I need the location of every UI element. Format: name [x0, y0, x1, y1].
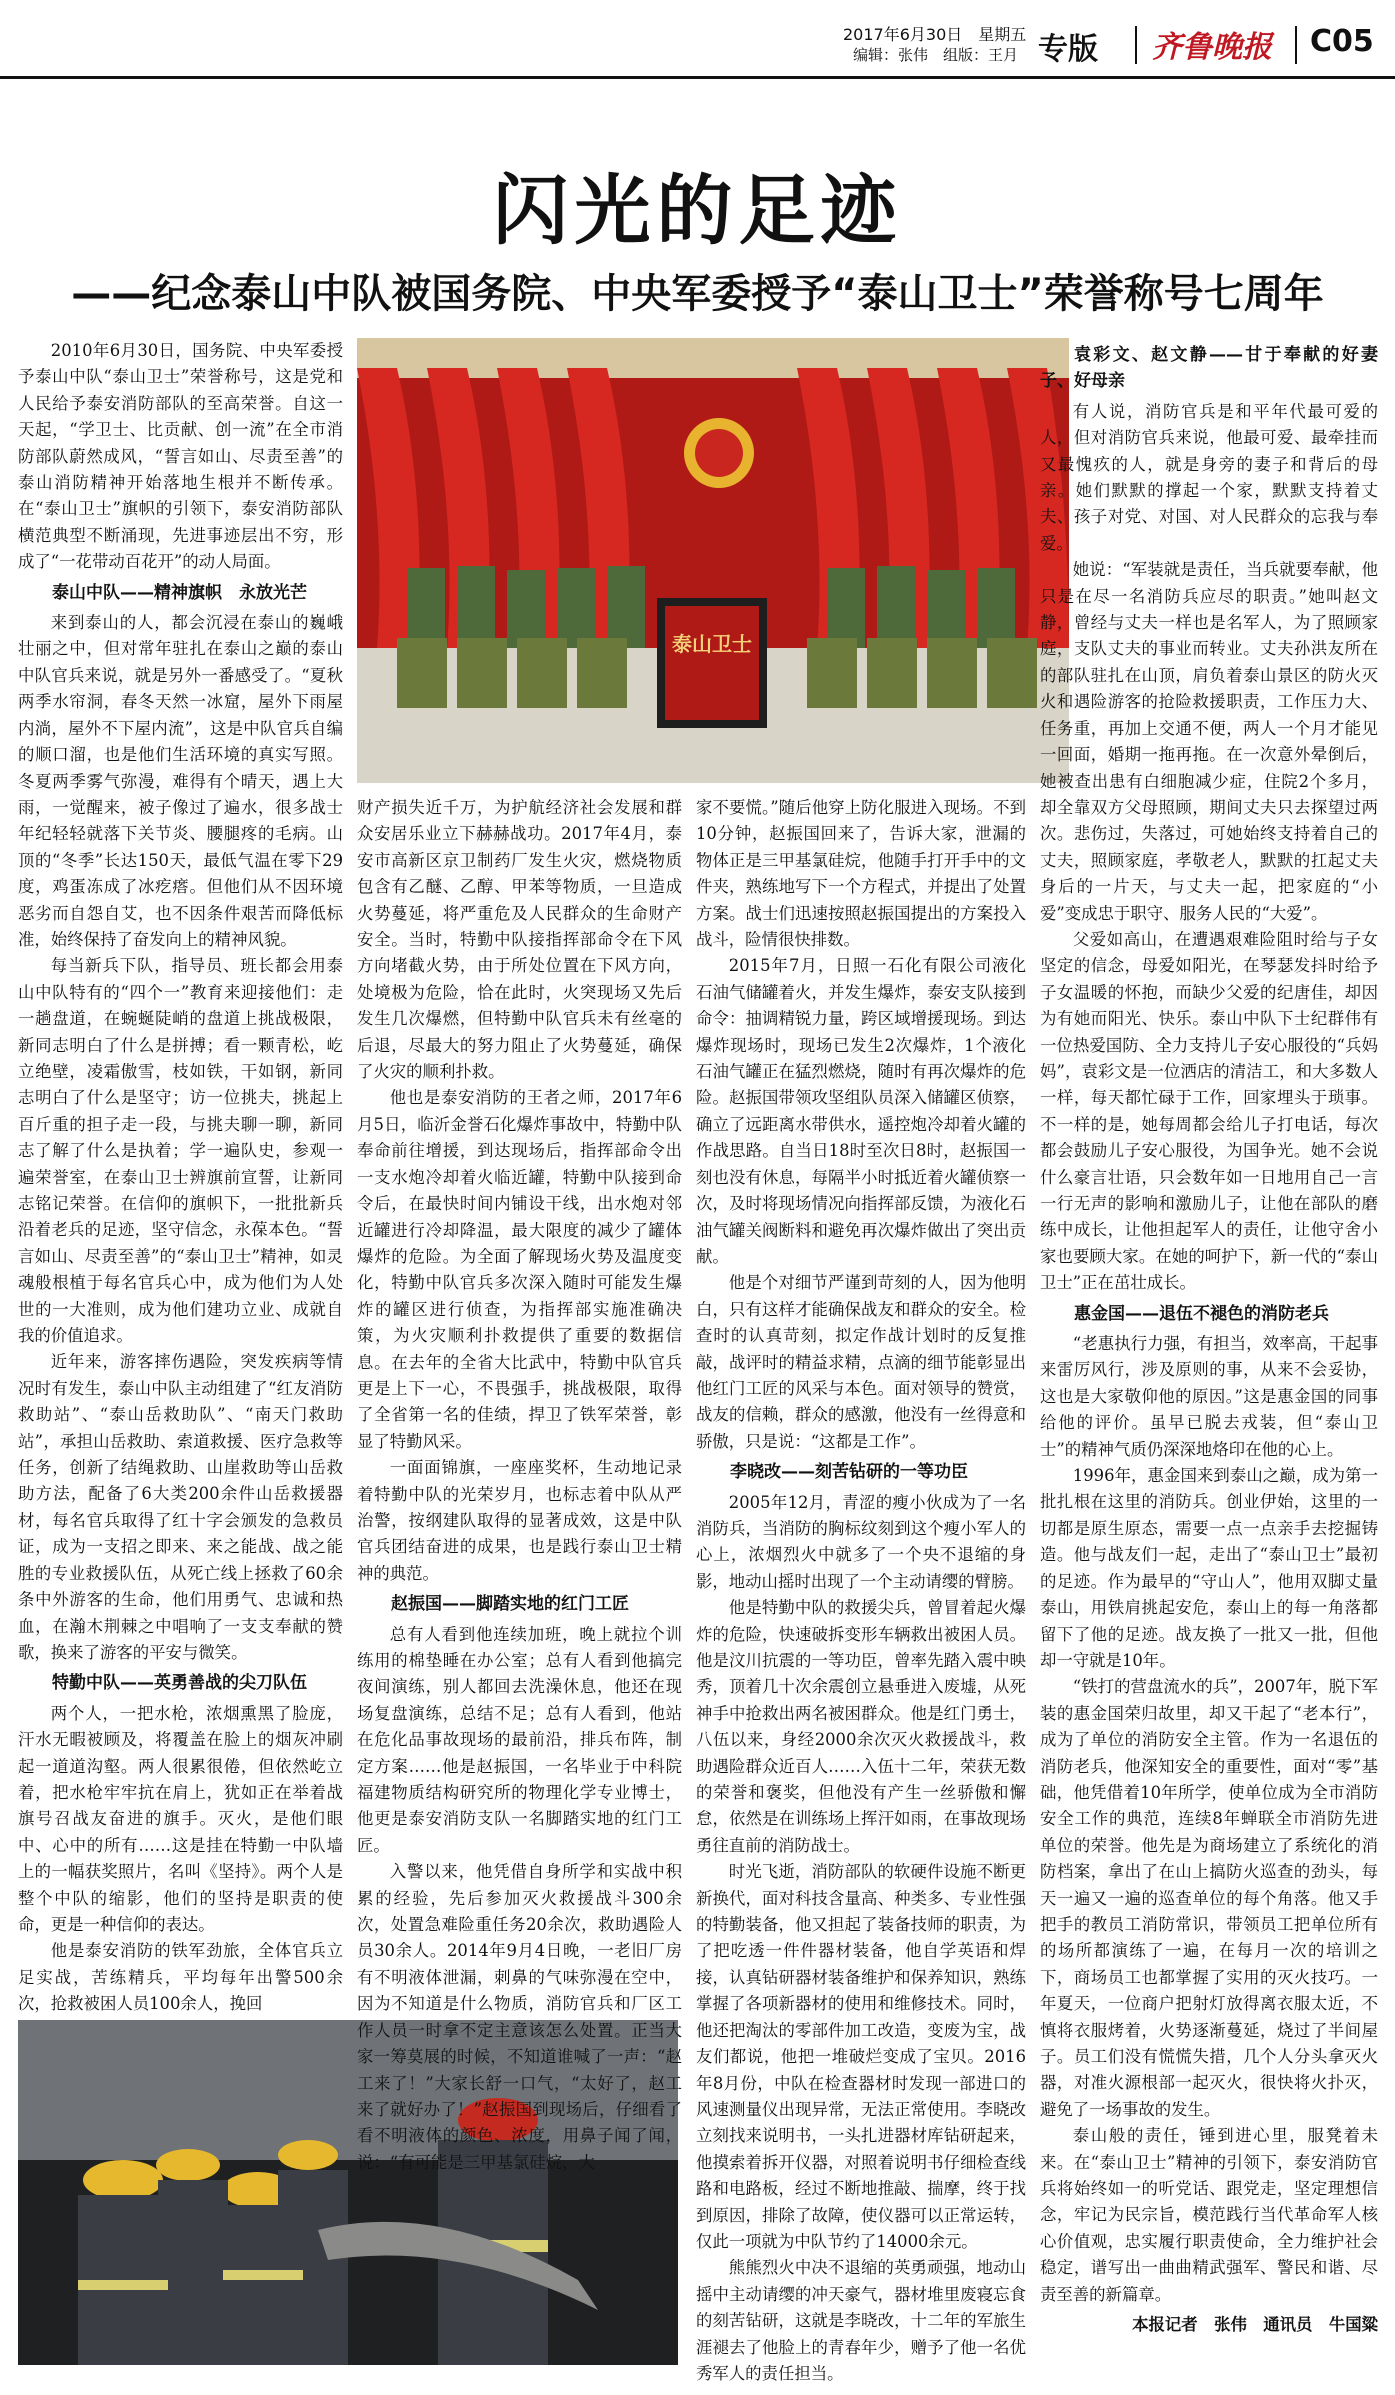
ceremony-photo — [357, 338, 1069, 783]
newspaper-logo: 齐鲁晚报 — [1152, 30, 1272, 65]
paragraph: 1996年，惠金国来到泰山之巅，成为第一批扎根在这里的消防兵。创业伊始，这里的一切都是原生原态，需要一点一点亲手去挖掘铸造。他与战友们一起，走出了“泰山卫士”最初的足迹。作为最早的“守山人”，他用双脚丈量泰山，用铁肩挑起安危，泰山上的每一角落都留下了他的足迹。战友换了一批又一批，但他却一守就是10年。 — [1040, 1466, 1378, 1670]
column-3 — [696, 795, 1026, 2387]
section-heading: 赵振国——脚踏实地的红门工匠 — [391, 1594, 629, 1615]
banner-text: 泰山卫士 — [672, 632, 752, 656]
paragraph: 财产损失近千万，为护航经济社会发展和群众安居乐业立下赫赫战功。2017年4月，泰安市高新区京卫制药厂发生火灾，燃烧物质包含有乙醚、乙醇、甲苯等物质，一旦造成火势蔓延，将严重危及人民群众的生命财产安全。当时，特勤中队接指挥部命令在下风方向堵截火势，由于所处位置在下风方向，处境极为危险，恰在此时，火突现场又先后发生几次爆燃，但特勤中队官兵未有丝毫的后退，尽最大的努力阻止了火势蔓延，确保了火灾的顺利扑救。 — [357, 798, 682, 1082]
header-divider — [1295, 26, 1297, 64]
issue-date: 2017年6月30日 星期五 — [843, 25, 1027, 44]
paragraph: 2015年7月，日照一石化有限公司液化石油气储罐着火，并发生爆炸，泰安支队接到命令：抽调精锐力量，跨区域增援现场。到达爆炸现场时，现场已发生2次爆炸，1个液化石油气罐正在猛烈燃烧，随时有再次爆炸的危险。赵振国带领攻坚组队员深入储罐区侦察，确立了远距离水带供水，遥控炮冷却着火罐的作战思路。自当日18时至次日8时，赵振国一刻也没有休息，每隔半小时抵近着火罐侦察一次，及时将现场情况向指挥部反馈，为液化石油气罐关阀断料和避免再次爆炸做出了突出贡献。 — [696, 956, 1026, 1266]
paragraph: 他也是泰安消防的王者之师，2017年6月5日，临沂金誉石化爆炸事故中，特勤中队奉命前往增援，到达现场后，指挥部命令出一支水炮冷却着火临近罐，特勤中队接到命令后，在最快时间内铺设干线，出水炮对邻近罐进行冷却降温，最大限度的减少了罐体爆炸的危险。为全面了解现场火势及温度变化，特勤中队官兵多次深入随时可能发生爆炸的罐区进行侦查，为指挥部实施准确决策，为火灾顺利扑救提供了重要的数据信息。在去年的全省大比武中，特勤中队官兵更是上下一心，不畏强手，挑战极限，取得了全省第一名的佳绩，捍卫了铁军荣誉，彰显了特勤风采。 — [357, 1088, 682, 1451]
editor-credit: 编辑：张伟 组版：王月 — [853, 46, 1019, 64]
section-heading: 特勤中队——英勇善战的尖刀队伍 — [52, 1673, 307, 1694]
column-4 — [1040, 338, 1378, 2338]
header-rule — [0, 76, 1395, 79]
paragraph: 她说：“军装就是责任，当兵就要奉献，他只是在尽一名消防兵应尽的职责。”她叫赵文静，曾经与丈夫一样也是名军人，为了照顾家庭，支队丈夫的事业而转业。丈夫孙洪友所在的部队驻扎在山顶，肩负着泰山景区的防火灭火和遇险游客的抢险救援职责，工作压力大、任务重，再加上交通不便，两人一个月才能见一回面，婚期一拖再拖。在一次意外晕倒后，她被查出患有白细胞减少症，住院2个多月，却全靠双方父母照顾，期间丈夫只去探望过两次。悲伤过，失落过，可她始终支持着自己的丈夫，照顾家庭，孝敬老人，默默的扛起丈夫身后的一片天，与丈夫一起，把家庭的“小爱”变成忠于职守、服务人民的“大爱”。 — [1040, 560, 1378, 923]
page-number: C05 — [1310, 24, 1374, 59]
section-heading: 泰山中队——精神旗帜 永放光芒 — [52, 582, 307, 603]
paragraph: 泰山般的责任，锤到进心里，服凳着未来。在“泰山卫士”精神的引领下，泰安消防官兵将始终如一的听党话、跟党走，坚定理想信念，牢记为民宗旨，模范践行当代革命军人核心价值观，忠实履行职责使命，全力维护社会稳定，谱写出一曲曲精武强军、警民和谐、尽责至善的新篇章。 — [1040, 2126, 1378, 2304]
paragraph: 近年来，游客摔伤遇险，突发疾病等情况时有发生，泰山中队主动组建了“红友消防救助站”、“泰山岳救助队”、“南天门救助站”，承担山岳救助、索道救援、医疗急救等任务，创新了结绳救助、山崖救助等山岳救助方法，配备了6大类200余件山岳救援器材，每名官兵取得了红十字会颁发的急救员证，成为一支招之即来、来之能战、战之能胜的专业救援队伍，从死亡线上拯救了60余条中外游客的生命，他们用勇气、忠诚和热血，在瀚木荆棘之中唱响了一支支奉献的赞歌，换来了游客的平安与微笑。 — [18, 1352, 343, 1662]
paragraph: “铁打的营盘流水的兵”，2007年，脱下军装的惠金国荣归故里，却又干起了“老本行”，成为了单位的消防安全主管。作为一名退伍的消防老兵，他深知安全的重要性，面对“零”基础，他凭借着10年所学，使单位成为全市消防安全工作的典范，连续8年蝉联全市消防先进单位的荣誉。他先是为商场建立了系统化的消防档案，拿出了在山上搞防火巡查的劲头，每天一遍又一遍的巡查单位的每个角落。他又手把手的教员工消防常识，带领员工把单位所有的场所都演练了一遍，在每月一次的培训之下，商场员工也都掌握了实用的灭火技巧。一年夏天，一位商户把射灯放得离衣服太近，不慎将衣服烤着，火势逐渐蔓延，烧过了半间屋子。员工们没有慌慌失措，几个人分头拿灭火器，对准火源根部一起灭火，很快将火扑灭，避免了一场事故的发生。 — [1040, 1677, 1378, 2119]
paragraph: 他是特勤中队的救援尖兵，曾冒着起火爆炸的危险，快速破拆变形车辆救出被困人员。他是汶川抗震的一等功臣，曾率先踏入震中映秀，顶着几十次余震创立悬垂进入废墟，从死神手中抢救出两名被困群众。他是红门勇士，八伍以来，身经2000余次灭火救援战斗，救助遇险群众近百人……入伍十二年，荣获无数的荣誉和褒奖，但他没有产生一丝骄傲和懈怠，依然是在训练场上挥汗如雨，在事故现场勇往直前的消防战士。 — [696, 1598, 1026, 1855]
paragraph: 2010年6月30日，国务院、中央军委授予泰山中队“泰山卫士”荣誉称号，这是党和人民给予泰安消防部队的至高荣誉。自这一天起，“学卫士、比贡献、创一流”在全市消防部队蔚然成风，“誓言如山、尽责至善”的泰山消防精神开始落地生根并不断传承。在“泰山卫士”旗帜的引领下，泰安消防部队横范典型不断涌现，先进事迹层出不穷，形成了“一花带动百花开”的动人局面。 — [18, 341, 343, 572]
paragraph: 一面面锦旗，一座座奖杯，生动地记录着特勤中队的光荣岁月，也标志着中队从严治警，按纲建队取得的显著成效，这是中队官兵团结奋进的成果，也是践行泰山卫士精神的典范。 — [357, 1458, 682, 1583]
paragraph: 来到泰山的人，都会沉浸在泰山的巍峨壮丽之中，但对常年驻扎在泰山之巅的泰山中队官兵来说，就是另外一番感受了。“夏秋两季水帘洞，春冬天然一冰窟，屋外下雨屋内淌，屋外不下屋内流”，这是中队官兵自编的顺口溜，也是他们生活环境的真实写照。冬夏两季雾气弥漫，难得有个晴天，遇上大雨，一觉醒来，被子像过了遍水，很多战士年纪轻轻就落下关节炎、腰腿疼的毛病。山顶的“冬季”长达150天，最低气温在零下29度，鸡蛋冻成了冰疙瘩。但他们从不因环境恶劣而自怨自艾，也不因条件艰苦而降低标准，始终保持了奋发向上的精神风貌。 — [18, 613, 343, 949]
paragraph: 他是个对细节严谨到苛刻的人，因为他明白，只有这样才能确保战友和群众的安全。检查时的认真苛刻，拟定作战计划时的反复推敲，战评时的精益求精，点滴的细节能彰显出他红门工匠的风采与本色。面对领导的赞赏，战友的信赖，群众的感激，他没有一丝得意和骄傲，只是说：“这都是工作”。 — [696, 1273, 1026, 1451]
paragraph: 每当新兵下队，指导员、班长都会用泰山中队特有的“四个一”教育来迎接他们：走一趟盘道，在蜿蜒陡峭的盘道上挑战极限，新同志明白了什么是拼搏；看一颗青松，屹立绝壁，凌霜傲雪，枝如铁，干如钢，新同志明白了什么是坚守；访一位挑夫，挑起上百斤重的担子走一段，与挑夫聊一聊，新同志了解了什么是执着；学一遍队史，参观一遍荣誉室，在泰山卫士辨旗前宣誓，让新同志铭记荣誉。在信仰的旗帜下，一批批新兵沿着老兵的足迹，坚守信念，永葆本色。“誓言如山、尽责至善”的“泰山卫士”精神，如灵魂般根植于每名官兵心中，成为他们为人处世的一大准则，成为他们建功立业、成就自我的价值追求。 — [18, 956, 343, 1346]
column-2 — [357, 795, 682, 2176]
paragraph: 总有人看到他连续加班，晚上就拉个训练用的棉垫睡在办公室；总有人看到他搞完夜间演练，别人都回去洗澡休息，他还在现场复盘演练，总结不足；总有人看到，他站在危化品事故现场的最前沿，排兵布阵，制定方案……他是赵振国，一名毕业于中科院福建物质结构研究所的物理化学专业博士，他更是泰安消防支队一名脚踏实地的红门工匠。 — [357, 1624, 682, 1855]
paragraph: 父爱如高山，在遭遇艰难险阻时给与子女坚定的信念，母爱如阳光，在琴瑟发抖时给予子女温暖的怀抱，而缺少父爱的纪唐佳，却因为有她而阳光、快乐。泰山中队下士纪群伟有一位热爱国防、全力支持儿子安心服役的“兵妈妈”，袁彩文是一位洒店的清洁工，和大多数人一样，每天都忙碌于工作，回家埋头于琐事。不一样的是，她每周都会给儿子打电话，每次都会鼓励儿子安心服役，为国争光。她不会说什么豪言壮语，只会数年如一日地用自己一言一行无声的影响和激励儿子，让他在部队的磨练中成长，让他担起军人的责任，让他守舍小家也要顾大家。在她的呵护下，新一代的“泰山卫士”正在茁壮成长。 — [1040, 929, 1378, 1293]
headline: 闪光的足迹 — [492, 166, 903, 255]
page-header — [0, 0, 1395, 75]
paragraph: 有人说，消防官兵是和平年代最可爱的人，但对消防官兵来说，他最可爱、最牵挂而又最愧疚的人，就是身旁的妻子和背后的母亲。她们默默的撑起一个家，默默支持着丈夫、孩子对党、对国、对人民群众的忘我与奉爱。 — [1040, 401, 1378, 553]
paragraph: 2005年12月，青涩的瘦小伙成为了一名消防兵，当消防的胸标纹刻到这个瘦小军人的心上，浓烟烈火中就多了一个央不退缩的身影，地动山摇时出现了一个主动请缨的臂膀。 — [696, 1492, 1026, 1591]
paragraph: 家不要慌。”随后他穿上防化服进入现场。不到10分钟，赵振国回来了，告诉大家，泄漏的物体正是三甲基氯硅烷，他随手打开手中的文件夹，熟练地写下一个方程式，并提出了处置方案。战士们迅速按照赵振国提出的方案投入战斗，险情很快排数。 — [696, 798, 1026, 950]
section-label: 专版 — [1038, 32, 1098, 67]
paragraph: 时光飞逝，消防部队的软硬件设施不断更新换代，面对科技含量高、种类多、专业性强的特勤装备，他又担起了装备技师的职责，为了把吃透一件件器材装备，他自学英语和焊接，认真钻研器材装备维护和保养知识，熟练掌握了各项新器材的使用和维修技术。同时，他还把淘汰的零部件加工改造，变废为宝，战友们都说，他把一堆破烂变成了宝贝。2016年8月份，中队在检查器材时发现一部进口的风速测量仪出现异常，无法正常使用。李晓改立刻找来说明书，一头扎进器材库钻研起来，他摸索着拆开仪器，对照着说明书仔细检查线路和电路板，经过不断地推敲、揣摩，终于找到原因，排除了故障，使仪器可以正常运转，仅此一项就为中队节约了14000余元。 — [696, 1862, 1026, 2251]
byline: 本报记者 张伟 通讯员 牛国粱 — [1132, 2315, 1378, 2335]
header-divider — [1135, 26, 1137, 64]
section-heading: 惠金国——退伍不褪色的消防老兵 — [1074, 1303, 1329, 1324]
section-heading: 袁彩文、赵文静——甘于奉献的好妻子、好母亲 — [1040, 345, 1378, 392]
paragraph: 熊熊烈火中决不退缩的英勇顽强，地动山摇中主动请缨的冲天豪气，器材堆里废寝忘食的刻苦钻研，这就是李晓改，十二年的军旅生涯褪去了他脸上的青春年少，赠予了他一名优秀军人的责任担当。 — [696, 2258, 1026, 2383]
column-1 — [18, 338, 343, 2018]
paragraph: 他是泰安消防的铁军劲旅，全体官兵立足实战，苦练精兵，平均每年出警500余次，抢救被困人员100余人，挽回 — [18, 1941, 343, 2014]
subheadline: ——纪念泰山中队被国务院、中央军委授予“泰山卫士”荣誉称号七周年 — [71, 271, 1324, 317]
paragraph: 入警以来，他凭借自身所学和实战中积累的经验，先后参加灭火救援战斗300余次，处置急难险重任务20余次，救助遇险人员30余人。2014年9月4日晚，一老旧厂房有不明液体泄漏，刺鼻的气味弥漫在空中，因为不知道是什么物质，消防官兵和厂区工作人员一时拿不定主意该怎么处置。正当大家一筹莫展的时候，不知道谁喊了一声：“赵工来了！”大家长舒一口气，“太好了，赵工来了就好办了！”赵振国到现场后，仔细看了看不明液体的颜色、浓度，用鼻子闻了闻，说：“有可能是三甲基氯硅烷，大 — [357, 1862, 682, 2172]
paragraph: 两个人，一把水枪，浓烟熏黑了脸庞，汗水无暇被顾及，将覆盖在脸上的烟灰冲刷起一道道沟壑。两人很累很倦，但依然屹立着，把水枪牢牢抗在肩上，犹如正在举着战旗号召战友奋进的旗手。灭火，是他们眼中、心中的所有……这是挂在特勤一中队墙上的一幅获奖照片，名叫《坚持》。两个人是整个中队的缩影，他们的坚持是职责的使命，更是一种信仰的表达。 — [18, 1703, 343, 1934]
paragraph: “老惠执行力强，有担当，效率高，干起事来雷厉风行，涉及原则的事，从来不会妥协，这也是大家敬仰他的原因。”这是惠金国的同事给他的评价。虽早已脱去戎装，但“泰山卫士”的精神气质仍深深地烙印在他的心上。 — [1040, 1334, 1378, 1459]
section-heading: 李晓改——刻苦钻研的一等功臣 — [730, 1462, 968, 1483]
